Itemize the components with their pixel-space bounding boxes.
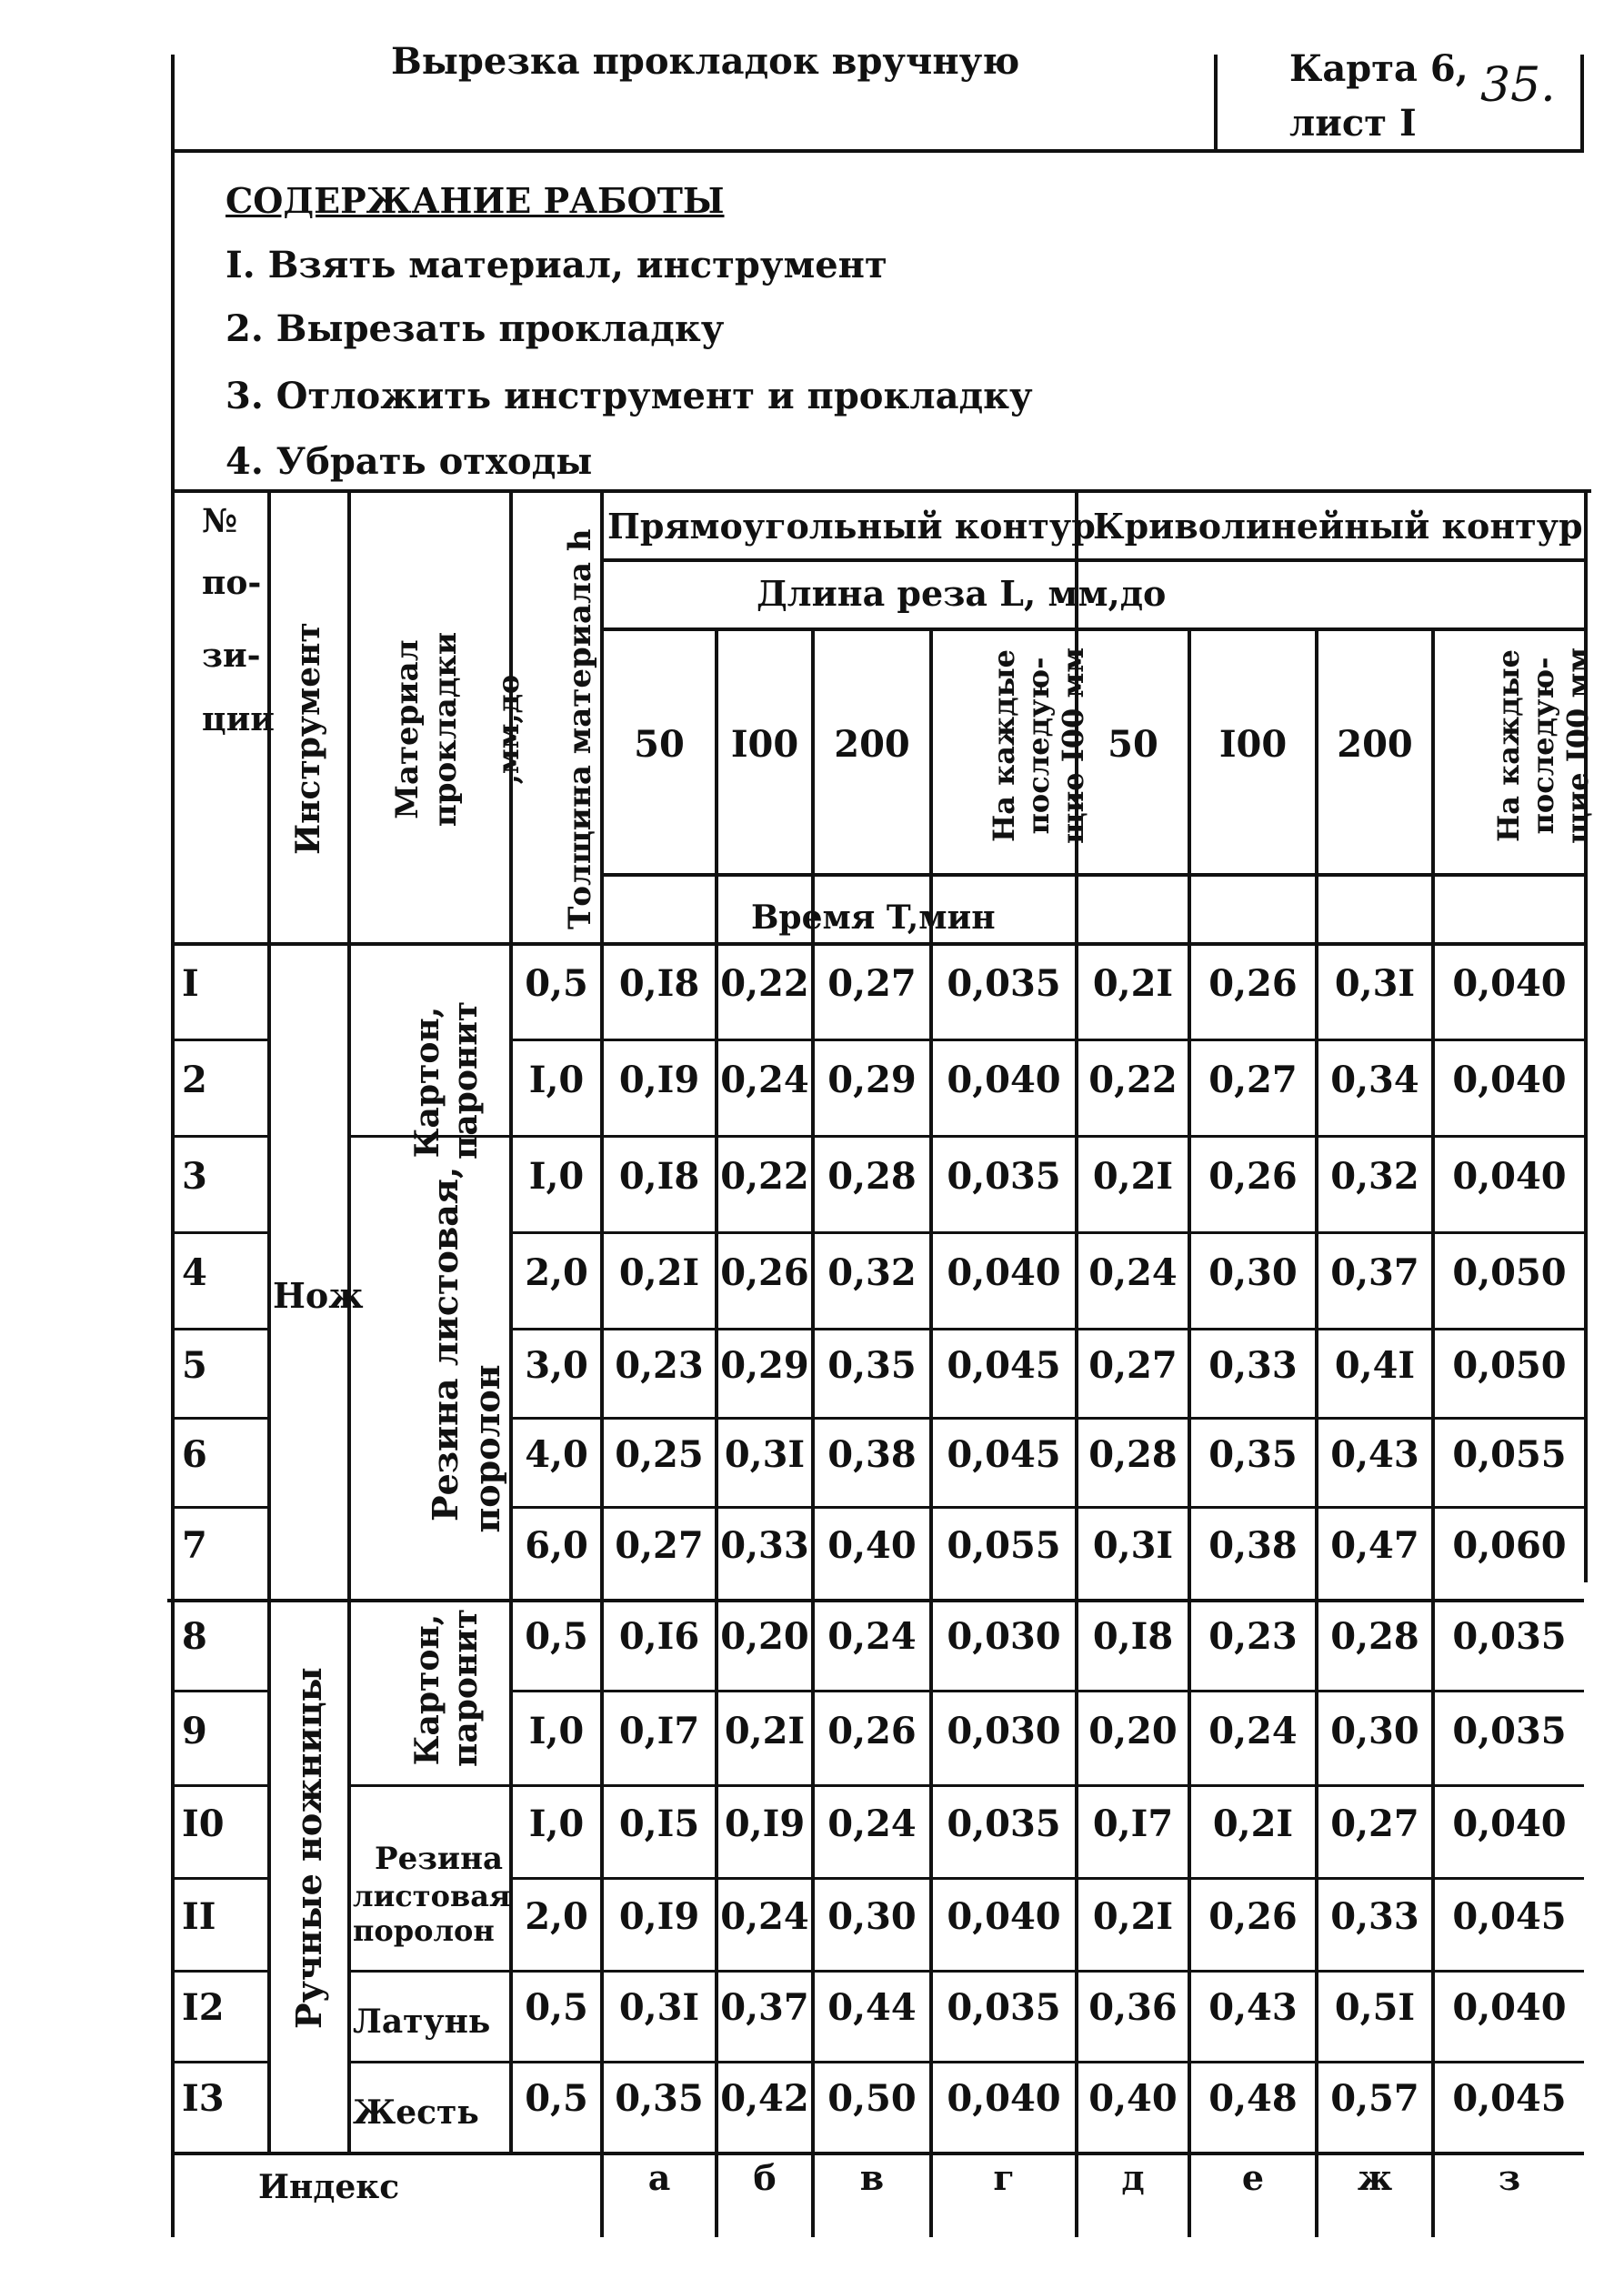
row-rule	[347, 1784, 1584, 1787]
time-value: 0,50	[827, 2077, 917, 2120]
time-value: 0,060	[1452, 1524, 1567, 1567]
row-rule	[347, 2061, 1584, 2063]
time-value: 0,48	[1208, 2077, 1298, 2120]
time-value: 0,33	[1330, 1895, 1419, 1938]
sheet-number: лист I	[1289, 102, 1417, 145]
table-top-rule	[173, 489, 1591, 493]
header-row-rule	[602, 558, 1586, 562]
row-position: I2	[182, 1986, 225, 2029]
position-header: №	[202, 502, 238, 540]
work-step: 4. Убрать отходы	[226, 440, 593, 483]
row-rule	[173, 2061, 267, 2063]
time-value: 0,20	[720, 1615, 809, 1658]
row-rule	[173, 1135, 267, 1138]
time-value: 0,22	[720, 962, 809, 1005]
time-value: 0,I9	[618, 1059, 700, 1101]
row-rule	[173, 1328, 267, 1330]
time-value: 0,24	[720, 1895, 809, 1938]
time-value: 0,4I	[1334, 1344, 1416, 1387]
row-rule	[509, 1231, 1584, 1234]
time-value: 0,5I	[1334, 1986, 1416, 2029]
row-rule	[173, 1970, 267, 1973]
index-letter: в	[859, 2157, 885, 2198]
time-value: 0,040	[947, 2077, 1061, 2120]
time-value: 0,26	[1208, 1155, 1298, 1198]
time-value: 0,22	[720, 1155, 809, 1198]
column-divider	[347, 491, 351, 2155]
index-label: Индекс	[258, 2168, 400, 2206]
row-position: 6	[182, 1433, 207, 1476]
time-header: Время T,мин	[751, 899, 996, 937]
page-number: 35.	[1480, 58, 1556, 113]
row-rule	[509, 1417, 1584, 1420]
per-next-header: щие I00 мм	[1056, 647, 1090, 845]
time-value: 0,22	[1088, 1059, 1178, 1101]
time-value: 0,37	[1330, 1251, 1419, 1294]
table-bottom-rule	[173, 2152, 1584, 2155]
time-value: 0,055	[1452, 1433, 1567, 1476]
time-value: 0,38	[827, 1433, 917, 1476]
time-value: 0,44	[827, 1986, 917, 2029]
time-value: 0,2I	[618, 1251, 700, 1294]
time-value: 0,32	[1330, 1155, 1419, 1198]
material-tin: Жесть	[353, 2093, 479, 2132]
time-value: 0,34	[1330, 1059, 1419, 1101]
time-value: 0,40	[1088, 2077, 1178, 2120]
time-value: 0,2I	[1212, 1802, 1294, 1845]
time-value: 0,3I	[618, 1986, 700, 2029]
document-title: Вырезка прокладок вручную	[391, 40, 1020, 83]
time-value: 0,26	[1208, 962, 1298, 1005]
time-value: 0,3I	[1092, 1524, 1174, 1567]
time-value: 0,055	[947, 1524, 1061, 1567]
row-position: I0	[182, 1802, 225, 1845]
time-value: 0,27	[1208, 1059, 1298, 1101]
time-value: 0,32	[827, 1251, 917, 1294]
per-next-header: На каждые	[1491, 648, 1526, 843]
material-carton: Картон,	[408, 1613, 446, 1766]
time-value: 0,I8	[618, 962, 700, 1005]
header-row-rule	[602, 873, 1586, 877]
row-position: I	[182, 962, 199, 1005]
row-position: 5	[182, 1344, 207, 1387]
time-value: 0,I7	[1092, 1802, 1174, 1845]
header-bottom-rule	[173, 942, 1584, 946]
time-value: 0,045	[1452, 2077, 1567, 2120]
material-header: прокладки	[427, 631, 464, 828]
index-letter: д	[1121, 2157, 1145, 2198]
work-step: 3. Отложить инструмент и прокладку	[226, 375, 1033, 417]
tool-knife: Нож	[273, 1275, 364, 1316]
time-value: 0,040	[947, 1251, 1061, 1294]
material-carton: паронит	[446, 1000, 485, 1160]
header-row-rule	[602, 627, 1586, 631]
row-thickness: 3,0	[525, 1344, 588, 1387]
row-position: 8	[182, 1615, 207, 1658]
time-value: 0,26	[827, 1710, 917, 1752]
time-value: 0,36	[1088, 1986, 1178, 2029]
tool-header: Инструмент	[289, 622, 327, 855]
index-letter: а	[647, 2157, 671, 2198]
header-bottom-rule	[173, 149, 1582, 153]
length-header: 200	[1337, 723, 1413, 766]
time-value: 0,24	[720, 1059, 809, 1101]
row-position: 9	[182, 1710, 207, 1752]
time-value: 0,27	[827, 962, 917, 1005]
time-value: 0,2I	[1092, 1895, 1174, 1938]
material-header: Материал	[389, 639, 426, 819]
material-rubber: поролон	[466, 1364, 507, 1533]
index-letter: б	[753, 2157, 777, 2198]
time-value: 0,35	[1208, 1433, 1298, 1476]
curve-contour-header: Криволинейный контур	[1093, 506, 1583, 547]
time-value: 0,050	[1452, 1344, 1567, 1387]
time-value: 0,43	[1330, 1433, 1419, 1476]
time-value: 0,I9	[724, 1802, 806, 1845]
time-value: 0,040	[947, 1059, 1061, 1101]
time-value: 0,30	[1208, 1251, 1298, 1294]
time-value: 0,24	[1208, 1710, 1298, 1752]
length-header: 200	[834, 723, 910, 766]
position-header: по-	[202, 564, 262, 602]
row-thickness: 0,5	[525, 1615, 588, 1658]
length-header: 50	[634, 723, 685, 766]
thickness-header: Толщина материала h	[562, 528, 598, 929]
material-rubber: Резина листовая,	[425, 1166, 466, 1521]
time-value: 0,2I	[1092, 1155, 1174, 1198]
rect-contour-header: Прямоугольный контур	[607, 506, 1096, 547]
time-value: 0,045	[947, 1433, 1061, 1476]
time-value: 0,030	[947, 1615, 1061, 1658]
material-rubber-short: поролон	[353, 1913, 495, 1948]
material-brass: Латунь	[353, 2003, 491, 2041]
work-step: I. Взять материал, инструмент	[226, 244, 887, 286]
time-value: 0,28	[827, 1155, 917, 1198]
time-value: 0,29	[720, 1344, 809, 1387]
time-value: 0,035	[947, 1155, 1061, 1198]
index-letter: г	[993, 2157, 1015, 2198]
row-thickness: 2,0	[525, 1895, 588, 1938]
row-thickness: I,0	[528, 1155, 585, 1198]
time-value: 0,035	[1452, 1710, 1567, 1752]
length-header: I00	[1218, 723, 1288, 766]
header-right-border	[1580, 55, 1584, 153]
time-value: 0,040	[1452, 962, 1567, 1005]
row-rule	[173, 1690, 267, 1692]
row-thickness: I,0	[528, 1059, 585, 1101]
time-value: 0,30	[827, 1895, 917, 1938]
time-value: 0,I8	[1092, 1615, 1174, 1658]
row-position: 2	[182, 1059, 207, 1101]
work-step: 2. Вырезать прокладку	[226, 307, 725, 350]
time-value: 0,040	[947, 1895, 1061, 1938]
row-rule	[509, 1328, 1584, 1330]
time-value: 0,3I	[724, 1433, 806, 1476]
time-value: 0,040	[1452, 1059, 1567, 1101]
time-value: 0,035	[947, 1986, 1061, 2029]
row-thickness: I,0	[528, 1802, 585, 1845]
row-thickness: 0,5	[525, 1986, 588, 2029]
column-divider	[267, 491, 271, 2155]
time-value: 0,29	[827, 1059, 917, 1101]
time-value: 0,3I	[1334, 962, 1416, 1005]
time-value: 0,24	[827, 1615, 917, 1658]
time-value: 0,38	[1208, 1524, 1298, 1567]
time-value: 0,42	[720, 2077, 809, 2120]
time-value: 0,050	[1452, 1251, 1567, 1294]
row-rule	[347, 1135, 1584, 1138]
time-value: 0,045	[1452, 1895, 1567, 1938]
time-value: 0,23	[615, 1344, 704, 1387]
time-value: 0,28	[1330, 1615, 1419, 1658]
row-rule	[173, 1417, 267, 1420]
material-carton: Картон,	[408, 1006, 446, 1159]
time-value: 0,I5	[618, 1802, 700, 1845]
row-thickness: I,0	[528, 1710, 585, 1752]
time-value: 0,30	[1330, 1710, 1419, 1752]
per-next-header: щие I00 мм	[1560, 647, 1595, 845]
work-content-heading: СОДЕРЖАНИЕ РАБОТЫ	[226, 180, 725, 221]
position-header: зи-	[202, 637, 261, 675]
time-value: 0,26	[1208, 1895, 1298, 1938]
time-value: 0,27	[1088, 1344, 1178, 1387]
index-letter: е	[1241, 2157, 1265, 2198]
time-value: 0,I8	[618, 1155, 700, 1198]
row-position: 4	[182, 1251, 207, 1294]
row-rule	[347, 1970, 1584, 1973]
row-rule	[173, 1231, 267, 1234]
time-value: 0,2I	[724, 1710, 806, 1752]
row-rule	[509, 1877, 1584, 1880]
time-value: 0,33	[1208, 1344, 1298, 1387]
header-divider	[1214, 55, 1218, 153]
time-value: 0,035	[1452, 1615, 1567, 1658]
material-rubber-short: Резина	[375, 1841, 504, 1877]
row-thickness: 2,0	[525, 1251, 588, 1294]
time-value: 0,37	[720, 1986, 809, 2029]
row-rule	[173, 1506, 267, 1509]
time-value: 0,40	[827, 1524, 917, 1567]
thickness-header: ,мм,до	[491, 674, 526, 785]
per-next-header: последую-	[1526, 657, 1560, 835]
row-position: 3	[182, 1155, 207, 1198]
row-position: I3	[182, 2077, 225, 2120]
time-value: 0,040	[1452, 1155, 1567, 1198]
time-value: 0,28	[1088, 1433, 1178, 1476]
time-value: 0,35	[827, 1344, 917, 1387]
index-letter: ж	[1357, 2157, 1393, 2198]
tool-scissors: Ручные ножницы	[288, 1667, 329, 2029]
row-thickness: 0,5	[525, 962, 588, 1005]
time-value: 0,I7	[618, 1710, 700, 1752]
row-rule	[173, 1784, 267, 1787]
index-letter: з	[1498, 2157, 1521, 2198]
row-rule	[509, 1506, 1584, 1509]
time-value: 0,33	[720, 1524, 809, 1567]
time-value: 0,26	[720, 1251, 809, 1294]
row-rule	[509, 1039, 1584, 1041]
time-value: 0,040	[1452, 1986, 1567, 2029]
row-rule	[173, 1039, 267, 1041]
row-thickness: 0,5	[525, 2077, 588, 2120]
time-value: 0,24	[827, 1802, 917, 1845]
row-thickness: 6,0	[525, 1524, 588, 1567]
time-value: 0,030	[947, 1710, 1061, 1752]
section-rule	[167, 1599, 1584, 1602]
row-position: II	[182, 1895, 216, 1938]
time-value: 0,I6	[618, 1615, 700, 1658]
time-value: 0,27	[1330, 1802, 1419, 1845]
time-value: 0,20	[1088, 1710, 1178, 1752]
time-value: 0,25	[615, 1433, 704, 1476]
time-value: 0,045	[947, 1344, 1061, 1387]
time-value: 0,47	[1330, 1524, 1419, 1567]
per-next-header: На каждые	[987, 648, 1021, 843]
time-value: 0,24	[1088, 1251, 1178, 1294]
length-header: I00	[730, 723, 799, 766]
time-value: 0,27	[615, 1524, 704, 1567]
card-number: Карта 6,	[1289, 47, 1469, 90]
time-value: 0,43	[1208, 1986, 1298, 2029]
position-header: ции	[202, 700, 275, 738]
per-next-header: последую-	[1021, 657, 1056, 835]
time-value: 0,57	[1330, 2077, 1419, 2120]
page-left-border	[171, 55, 175, 2237]
length-header: 50	[1108, 723, 1158, 766]
time-value: 0,035	[947, 1802, 1061, 1845]
row-thickness: 4,0	[525, 1433, 588, 1476]
material-rubber-short: листовая	[353, 1879, 511, 1913]
row-position: 7	[182, 1524, 207, 1567]
time-value: 0,I9	[618, 1895, 700, 1938]
material-carton: паронит	[446, 1608, 485, 1767]
time-value: 0,040	[1452, 1802, 1567, 1845]
time-value: 0,2I	[1092, 962, 1174, 1005]
time-value: 0,035	[947, 962, 1061, 1005]
row-rule	[509, 1690, 1584, 1692]
time-value: 0,23	[1208, 1615, 1298, 1658]
cut-length-header: Длина реза L, мм,до	[757, 573, 1167, 614]
time-value: 0,35	[615, 2077, 704, 2120]
row-rule	[173, 1877, 267, 1880]
